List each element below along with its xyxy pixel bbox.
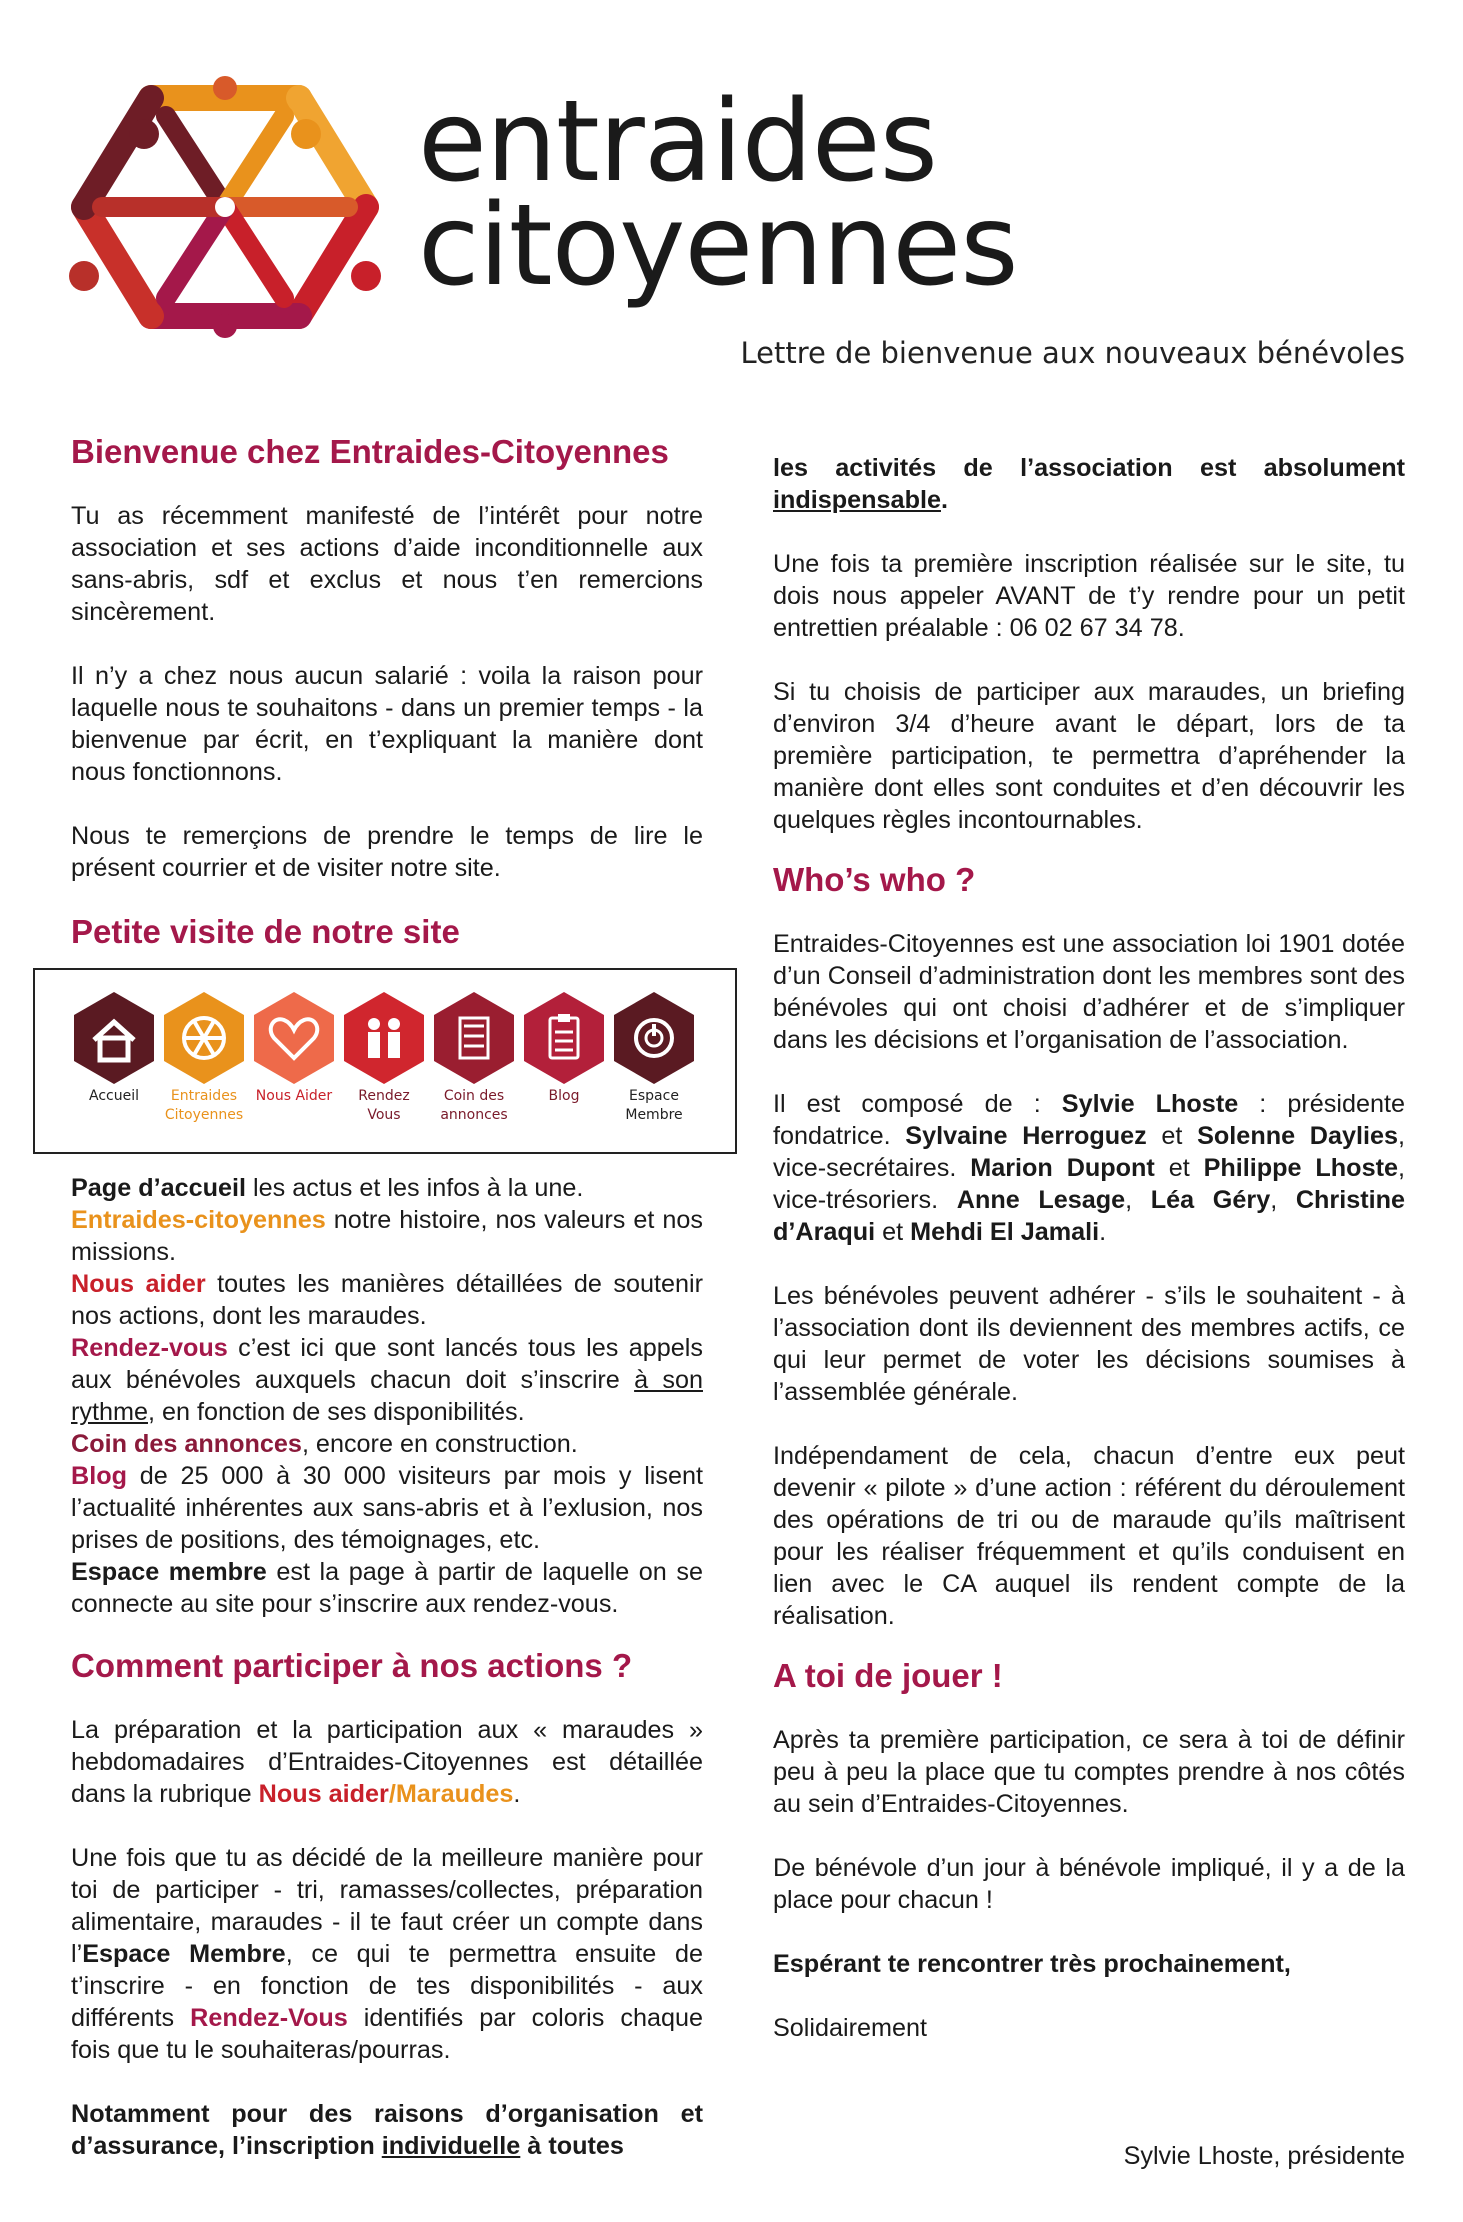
who-text-g: , <box>1125 1186 1151 1214</box>
your-turn-paragraph-1: Après ta première participation, ce sera à toi de définir peu à peu la place que tu comptes prendre à nos côtés au sein d’Entraides-Citoyennes. <box>773 1726 1405 1818</box>
who-text-h: , <box>1270 1186 1296 1214</box>
continued-end: . <box>940 486 948 514</box>
participate-3-text-b: à toutes <box>520 2132 624 2160</box>
participate-1-text: La préparation et la participation aux « maraudes » hebdomadaires d’Entraides-Citoyennes est détaillée dans la rubrique <box>71 1716 703 1808</box>
nav-label-entraides-1: Entraides <box>170 1088 238 1104</box>
who-text-b: : présidente fondatrice. <box>773 1090 1405 1150</box>
site-sections-list <box>71 1172 703 1620</box>
right-column <box>773 452 1405 2076</box>
heart-icon <box>252 990 336 1086</box>
nav-item-nous-aider <box>249 990 339 1124</box>
whos-who-paragraph-3: Les bénévoles peuvent adhérer - s’ils le souhaitent - à l’association dont ils deviennent des membres actifs, ce qui leur permet de voter les décisions soumises à l’assemblée générale. <box>773 1282 1405 1406</box>
nav-item-rendez-vous <box>339 990 429 1124</box>
def-espace-membre-key: Espace membre <box>71 1558 267 1586</box>
clipboard-icon <box>522 990 606 1086</box>
def-rendez-vous-underlined: à son rythme <box>71 1366 703 1426</box>
your-turn-paragraph-2: De bénévole d’un jour à bénévole impliqué, il y a de la place pour chacun ! <box>773 1854 1405 1914</box>
participate-paragraph-3 <box>71 2098 703 2162</box>
def-accueil-text: les actus et les infos à la une. <box>246 1174 584 1202</box>
participate-2-espace-membre: Espace Membre <box>82 1940 286 1968</box>
def-entraides-text: notre histoire, nos valeurs et nos missions. <box>71 1206 703 1266</box>
def-blog-text: de 25 000 à 30 000 visiteurs par mois y lisent l’actualité inhérentes aux sans-abris et à l’exlusion, nos prises de positions, des témoignages, etc. <box>71 1462 703 1554</box>
participate-paragraph-1 <box>71 1714 703 1810</box>
def-coin-annonces-text: , encore en construction. <box>301 1430 578 1458</box>
who-name-9: Mehdi El Jamali <box>910 1218 1100 1246</box>
def-blog-key: Blog <box>71 1462 127 1490</box>
participate-paragraph-2 <box>71 1842 703 2066</box>
home-icon <box>72 990 156 1086</box>
who-name-5: Philippe Lhoste <box>1203 1154 1398 1182</box>
who-name-7: Léa Géry <box>1150 1186 1271 1214</box>
continued-text: les activités de l’association est absolument <box>773 454 1405 482</box>
def-nous-aider-key: Nous aider <box>71 1270 206 1298</box>
left-column <box>71 432 703 2162</box>
welcome-paragraph-2: Il n’y a chez nous aucun salarié : voila la raison pour laquelle nous te souhaitons - dans un premier temps - la bienvenue par écrit, en t’expliquant la manière dont nous fonctionnons. <box>71 662 703 786</box>
nav-label-annonces: annonces <box>440 1107 508 1123</box>
def-entraides <box>71 1204 703 1268</box>
nav-item-blog <box>519 990 609 1124</box>
nav-label-rendez: Rendez <box>358 1088 410 1104</box>
who-name-3: Solenne Daylies <box>1197 1122 1398 1150</box>
def-rendez-vous-text: c’est ici que sont lancés tous les appels aux bénévoles auxquels chacun doit s’inscrire <box>71 1334 703 1394</box>
nav-label-entraides-2: Citoyennes <box>164 1107 244 1123</box>
nav-item-entraides <box>159 990 249 1124</box>
heading-participate: Comment participer à nos actions ? <box>71 1647 633 1684</box>
nav-label-blog: Blog <box>548 1088 580 1104</box>
participate-3-individuelle: individuelle <box>381 2132 521 2160</box>
document-icon <box>432 990 516 1086</box>
welcome-paragraph-1: Tu as récemment manifesté de l’intérêt pour notre association et ses actions d’aide inconditionnelle aux sans-abris, sdf et exclus et nous t’en remercions sincèrement. <box>71 502 703 626</box>
people-icon <box>342 990 426 1086</box>
participate-2-text-a: Une fois que tu as décidé de la meilleure manière pour toi de participer - tri, ramasses/collectes, préparation alimentaire, maraudes - il te faut créer un compte dans l’ <box>71 1844 703 1968</box>
who-text-d: , vice-secrétaires. <box>773 1122 1405 1182</box>
participate-1-end: . <box>513 1780 521 1808</box>
nav-item-accueil <box>69 990 159 1124</box>
power-icon <box>612 990 696 1086</box>
site-navigation-preview <box>33 968 737 1154</box>
who-name-4: Marion Dupont <box>970 1154 1155 1182</box>
participate-1-nous-aider: Nous aider <box>258 1780 389 1808</box>
who-name-2: Sylvaine Herroguez <box>905 1122 1147 1150</box>
nav-item-espace-membre <box>609 990 699 1124</box>
logo-icon <box>162 990 246 1086</box>
participate-2-rendez-vous: Rendez-Vous <box>190 2004 348 2032</box>
who-text-e: et <box>1154 1154 1204 1182</box>
whos-who-paragraph-1: Entraides-Citoyennes est une association loi 1901 dotée d’un Conseil d’administration dont les membres sont des bénévoles qui ont choisi d’adhérer et de s’impliquer dans les décisions et l’organisation de l’association. <box>773 930 1405 1054</box>
who-name-8: Christine d’Araqui <box>773 1186 1406 1246</box>
participate-2-text-c: identifiés par coloris chaque fois que tu le souhaiteras/pourras. <box>71 2004 703 2064</box>
participate-1-slash: / <box>388 1780 396 1808</box>
def-nous-aider <box>71 1268 703 1332</box>
brand-line-2: citoyennes <box>418 181 1018 311</box>
def-accueil-key: Page d’accueil <box>71 1174 246 1202</box>
call-before-paragraph: Une fois ta première inscription réalisée sur le site, tu dois nous appeler AVANT de t’y rendre pour un petit entrettien préalable : 06 02 67 34 78. <box>773 550 1405 642</box>
brand-line-1: entraides <box>418 77 937 207</box>
def-blog <box>71 1460 703 1556</box>
def-coin-annonces-key: Coin des annonces <box>71 1430 302 1458</box>
whos-who-paragraph-2 <box>773 1088 1405 1248</box>
who-text-j: . <box>1099 1218 1107 1246</box>
nav-label-coin-des: Coin des <box>443 1088 505 1104</box>
solidairement-line: Solidairement <box>773 2014 928 2042</box>
def-espace-membre <box>71 1556 703 1620</box>
participate-3-text-a: Notamment pour des raisons d’organisation et d’assurance, l’inscription <box>71 2100 703 2160</box>
def-accueil <box>71 1172 703 1204</box>
def-rendez-vous-key: Rendez-vous <box>71 1334 228 1362</box>
heading-visit: Petite visite de notre site <box>71 913 460 950</box>
welcome-paragraph-3: Nous te remerçions de prendre le temps de lire le présent courrier et de visiter notre site. <box>71 822 703 882</box>
nav-label-vous: Vous <box>367 1107 401 1123</box>
who-name-6: Anne Lesage <box>956 1186 1126 1214</box>
entraides-citoyennes-logo <box>66 76 384 338</box>
heading-welcome: Bienvenue chez Entraides-Citoyennes <box>71 433 669 470</box>
briefing-paragraph: Si tu choisis de participer aux maraudes, un briefing d’environ 3/4 d’heure avant le départ, lors de ta première participation, te permettra d’apréhender la manière dont elles sont conduites et d’en découvrir les quelques règles incontournables. <box>773 678 1405 834</box>
participate-1-maraudes: Maraudes <box>395 1780 514 1808</box>
who-name-1: Sylvie Lhoste <box>1061 1090 1239 1118</box>
heading-your-turn: A toi de jouer ! <box>773 1657 1003 1694</box>
nav-label-espace: Espace <box>629 1088 679 1104</box>
who-text-f: , vice-trésoriers. <box>773 1154 1405 1214</box>
nav-label-nous-aider: Nous Aider <box>255 1088 333 1104</box>
def-coin-annonces <box>71 1428 703 1460</box>
continued-paragraph <box>773 452 1405 516</box>
nav-label-membre: Membre <box>625 1107 683 1123</box>
who-text-c: et <box>1146 1122 1198 1150</box>
brand-name <box>418 77 1018 311</box>
closing-line: Espérant te rencontrer très prochainement, <box>773 1950 1291 1978</box>
tagline: Lettre de bienvenue aux nouveaux bénévoles <box>740 336 1405 370</box>
def-nous-aider-text: toutes les manières détaillées de soutenir nos actions, dont les maraudes. <box>71 1270 703 1330</box>
continued-indispensable: indispensable <box>773 486 941 514</box>
def-entraides-key: Entraides-citoyennes <box>71 1206 326 1234</box>
heading-whos-who: Who’s who ? <box>773 861 976 898</box>
who-text-i: et <box>875 1218 911 1246</box>
def-espace-membre-text: est la page à partir de laquelle on se connecte au site pour s’inscrire aux rendez-vous. <box>71 1558 703 1618</box>
nav-item-coin-des-annonces <box>429 990 519 1124</box>
def-rendez-vous <box>71 1332 703 1428</box>
whos-who-paragraph-4: Indépendament de cela, chacun d’entre eux peut devenir « pilote » d’une action : référent du déroulement des opérations de tri ou de maraude qu’ils maîtrisent pour les réaliser fréquemment et qu’ils conduisent en lien avec le CA auquel ils rendent compte de la réalisation. <box>773 1442 1405 1630</box>
def-rendez-vous-end: , en fonction de ses disponibilités. <box>147 1398 525 1426</box>
who-text-a: Il est composé de : <box>773 1090 1062 1118</box>
nav-label-accueil: Accueil <box>89 1088 139 1104</box>
participate-2-text-b: , ce qui te permettra ensuite de t’inscrire - en fonction de tes disponibilités - aux différents <box>71 1940 703 2032</box>
signature: Sylvie Lhoste, présidente <box>1123 2142 1405 2170</box>
